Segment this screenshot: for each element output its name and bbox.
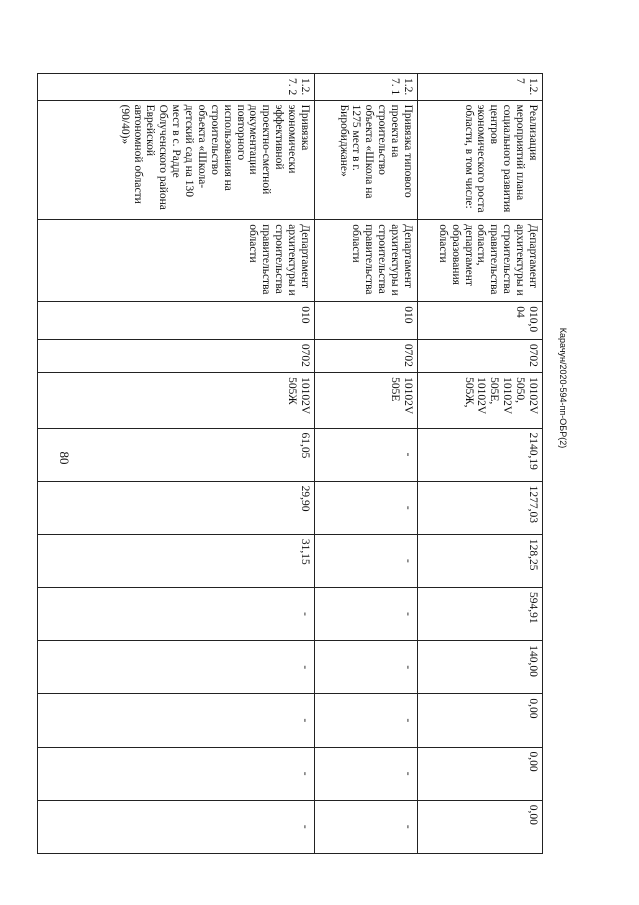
cell-value: - xyxy=(315,694,418,747)
cell-value: 140,00 xyxy=(418,641,543,694)
cell-csr: 10102V 5050, 10102V 505Е, 10102V 505Ж, xyxy=(418,373,543,428)
table-row xyxy=(315,74,418,854)
cell-name: Реализация мероприятий плана социального развития центров экономического роста области, в том числе: xyxy=(418,100,543,220)
cell-csr: 10102V 505Ж xyxy=(38,373,315,428)
cell-department: Департамент архитектуры и строительства правительства области, департамент образования области xyxy=(418,220,543,302)
cell-rz: 0702 xyxy=(315,339,418,372)
cell-value: 128,25 xyxy=(418,534,543,587)
cell-value: - xyxy=(315,800,418,853)
cell-department: Департамент архитектуры и строительства правительства области xyxy=(315,220,418,302)
cell-value: - xyxy=(315,481,418,534)
cell-value: - xyxy=(315,588,418,641)
cell-code: 1.2.7 xyxy=(418,74,543,101)
rotated-table-frame xyxy=(37,73,543,854)
cell-value: - xyxy=(38,588,315,641)
cell-value: 61,05 xyxy=(38,428,315,481)
document-reference-note: Карачун/2020-594-пп-ОБР(2) xyxy=(558,327,568,449)
cell-value: 2140,19 xyxy=(418,428,543,481)
cell-value: - xyxy=(315,641,418,694)
cell-value: 0,00 xyxy=(418,747,543,800)
table-row xyxy=(38,74,315,854)
cell-kbk: 010,0 04 xyxy=(418,302,543,340)
rotated-table-container xyxy=(37,73,543,854)
cell-code: 1.2.7. 2 xyxy=(38,74,315,101)
cell-value: - xyxy=(38,641,315,694)
cell-value: 0,00 xyxy=(418,800,543,853)
cell-value: 29,90 xyxy=(38,481,315,534)
cell-name: Привязка типового проекта на строительство объекта «Школа на 1275 мест в г. Биробиджане» xyxy=(315,100,418,220)
cell-department: Департамент архитектуры и строительства правительства области xyxy=(38,220,315,302)
cell-value: - xyxy=(315,428,418,481)
cell-value: 31,15 xyxy=(38,534,315,587)
cell-value: - xyxy=(38,694,315,747)
budget-table xyxy=(37,73,543,854)
cell-value: 0,00 xyxy=(418,694,543,747)
cell-kbk: 010 xyxy=(315,302,418,340)
cell-value: - xyxy=(38,747,315,800)
cell-value: - xyxy=(315,747,418,800)
cell-name: Привязка экономически эффективной проектно-сметной документации повторного использования на строительство объекта «Школа-детский сад на 130 мест в с. Радде Облученского района Еврейской автономной области (90/40)» xyxy=(38,100,315,220)
cell-csr: 10102V 505Е xyxy=(315,373,418,428)
cell-kbk: 010 xyxy=(38,302,315,340)
cell-value: 594,91 xyxy=(418,588,543,641)
table-row xyxy=(418,74,543,854)
cell-code: 1.2.7. 1 xyxy=(315,74,418,101)
cell-rz: 0702 xyxy=(418,339,543,372)
cell-rz: 0702 xyxy=(38,339,315,372)
cell-value: 1277,03 xyxy=(418,481,543,534)
cell-value: - xyxy=(315,534,418,587)
page-number: 80 xyxy=(57,451,72,465)
cell-value: - xyxy=(38,800,315,853)
